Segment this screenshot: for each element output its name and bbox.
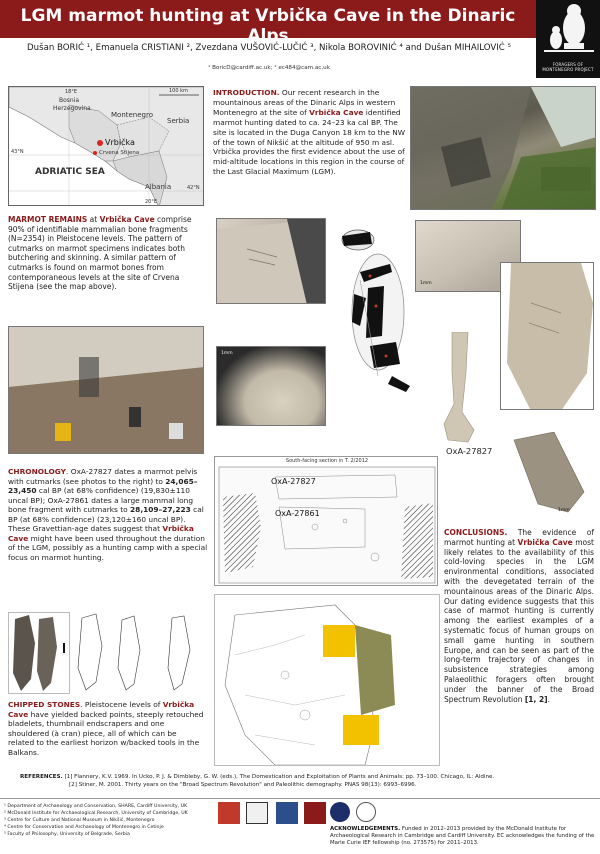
acknowledgements-text: [330, 826, 596, 848]
scale-label-1mm-a: 1mm: [221, 351, 233, 356]
map-label-serbia: Serbia: [167, 117, 190, 125]
vrbicka-marker-icon: [97, 140, 103, 146]
reference-1: [20, 773, 590, 781]
cave-entrance-photo: [410, 86, 596, 210]
marmot-skeleton-diagram: [330, 216, 426, 398]
bone-photo-4-graphic: [501, 263, 594, 410]
acknowledgements-heading: ACKNOWLEDGEMENTS.: [330, 826, 401, 832]
section-label-oxa27861: OxA-27861: [275, 509, 320, 518]
chipped-stones-heading: CHIPPED STONES: [8, 700, 81, 709]
marmot-remains-heading: MARMOT REMAINS: [8, 215, 88, 224]
marmot-pelvis-photo: [438, 332, 482, 444]
conclusions-body-b: most likely relates to the availability of this cold-loving species in the LGM environmental conditions, associated with the devegetated terrain of the mountainous areas of the Dinaric Alps. Our dating evidence suggests that this case of marmot hunting is currently among the earliest examples of a systematic focus of human groups on small game hunting in southern Europe, and can be seen as part of the long-term trajectory of changes in subsistence strategies among Palaeolithic foragers often brought under the banner of the Broad Spectrum Revolution: [444, 537, 594, 704]
map-label-20e: 20°E: [145, 199, 158, 205]
conclusions-citation: [1, 2]: [524, 694, 548, 704]
cave-photo-graphic: [411, 87, 596, 210]
remains-body-a: at: [87, 215, 100, 224]
long-bone-graphic: [508, 432, 588, 516]
mcdonald-logo-icon: [246, 802, 268, 824]
pelvis-date-label: OxA-27827: [446, 446, 493, 456]
excavation-photo: [8, 326, 204, 454]
affiliations-list: [4, 803, 214, 838]
authors-line: Dušan BORIĆ ¹, Emanuela CRISTIANI ², Zvezdana VUŠOVIĆ-LUČIĆ ³, Nikola BOROVINIĆ ⁴ and Dušan MIHAILOVIĆ ⁵: [27, 43, 511, 53]
chipped-stone-drawing: [72, 612, 204, 694]
marmot-logo-icon: [536, 0, 600, 60]
museum-logo-icon: [304, 802, 326, 824]
introduction-site: Vrbička Cave: [309, 107, 364, 117]
map-label-18e: 18°E: [65, 89, 78, 95]
marmot-remains-text: [8, 215, 205, 292]
introduction-body-b: identified marmot hunting dated to ca. 24–23 ka cal BP. The site is located in the Duga Canyon 18 km to the NW of the town of Nikšić at the altitude of 950 m asl. Vrbička provides the first evidence about the use of mid-altitude locations in this region in the course of the Last Glacial Maximum (LGM).: [213, 107, 406, 177]
affiliation-4: ⁴ Centre for Conservation and Archaeology of Montenegro in Cetinje: [4, 825, 164, 830]
scale-label-1mm-c: 1mm: [558, 508, 570, 513]
bone-cutmark-photo-4: [500, 262, 594, 410]
chipped-stone-photo: [8, 612, 70, 694]
chronology-body-b: cal BP (at 68% confidence) (19,830±110 uncal BP); OxA-27861 dates a large mammal long bone fragment with cutmarks to: [8, 486, 194, 514]
map-label-bosnia: Bosnia: [59, 97, 80, 104]
chipped-body-b: have yielded backed points, steeply retouched bladelets, thumbnail endscrapers and one shouldered (à cran) piece, all of which can be related to the earliest horizon w/backed tools in the Balkans.: [8, 709, 204, 757]
long-bone-fragment-photo: [508, 432, 588, 516]
conclusions-site: Vrbička Cave: [517, 537, 573, 547]
bone-cutmark-photo-2: [216, 346, 326, 426]
references-block: [20, 773, 590, 789]
chronology-body-d: might have been used throughout the duration of the LGM, possibly as a hunting camp with a special focus on marmot hunting.: [8, 533, 208, 562]
affiliation-1: ¹ Department of Archaeology and Conservation, SHARE, Cardiff University, UK: [4, 804, 188, 809]
introduction-text: [213, 88, 408, 177]
introduction-heading: INTRODUCTION.: [213, 88, 280, 97]
logo-caption: FORAGERS OF MONTENEGRO PROJECT: [542, 62, 594, 72]
chronology-heading: CHRONOLOGY: [8, 467, 67, 476]
crvena-marker-icon: [93, 151, 97, 155]
map-label-adriatic: ADRIATIC SEA: [35, 167, 105, 177]
chronology-text: [8, 467, 208, 562]
introduction-body-a: Our recent research in the mountainous areas of the Dinaric Alps in western Montenegro at the site of: [213, 88, 396, 117]
map-label-herzegovina: Herzegovina: [53, 105, 91, 112]
chronology-body-a: . OxA-27827 dates a marmot pelvis with cutmarks (see photos to the right) to: [8, 467, 198, 486]
stone-photo-graphic: [9, 613, 70, 694]
footer-divider: [0, 798, 600, 799]
university-logo-icon: [356, 802, 376, 822]
skeleton-graphic: [330, 216, 426, 398]
acknowledgements-body: Funded in 2012–2013 provided by the McDonald Institute for Archaeological Research in Cambridge and Cardiff University. EC acknowledges the funding of the Marie Curie IEF fellowship (no. 273575) for 2011–2013.: [330, 826, 595, 847]
pelvis-graphic: [438, 332, 482, 444]
location-map: [8, 86, 204, 206]
chronology-body-c: cal BP (at 68% confidence) (23,120±160 uncal BP). These Gravettian-age dates suggest that: [8, 505, 204, 533]
reference-2: [2] Stiner, M. 2001. Thirty years on the "Broad Spectrum Revolution" and Paleolithic demography. PNAS 98(13): 6993–6996.: [69, 782, 417, 788]
affiliation-3: ³ Centre for Culture and National Museum in Nikšić, Montenegro: [4, 818, 155, 823]
reference-1-text: [1] Flannery, K.V. 1969. In Ucko, P. J. & Dimbleby, G. W. (eds.), The Domestication and Exploitation of Plants and Animals: pp. 73–100. Chicago, IL: Aldine.: [62, 774, 495, 780]
conclusions-body-a: The evidence of marmot hunting at: [444, 528, 594, 547]
map-label-vrbicka: Vrbička: [105, 138, 135, 147]
affiliation-2: ² McDonald Institute for Archaeological Research, University of Cambridge, UK: [4, 811, 188, 816]
crest-logo-icon: [276, 802, 298, 824]
chronology-site: Vrbička Cave: [8, 524, 194, 543]
bone-cutmark-photo-1: [216, 218, 326, 304]
map-scale: 100 km: [169, 88, 188, 94]
section-drawing: [214, 456, 438, 586]
site-plan-graphic: [215, 595, 440, 766]
poster-header: [0, 0, 600, 78]
stone-drawing-graphic: [72, 612, 204, 694]
affiliation-5: ⁵ Faculty of Philosophy, University of Belgrade, Serbia: [4, 832, 130, 837]
section-label-oxa27827: OxA-27827: [271, 477, 316, 486]
eu-logo-icon: [330, 802, 350, 822]
emails-line: ¹ BoricD@cardiff.ac.uk; ² ec484@cam.ac.uk: [208, 65, 330, 71]
section-title: South-facing section in T. 2/2012: [285, 458, 369, 464]
poster-title: LGM marmot hunting at Vrbička Cave in the Dinaric Alps: [20, 6, 516, 46]
cardiff-logo-icon: [218, 802, 240, 824]
bone-photo-1-graphic: [217, 219, 326, 304]
chipped-body-a: . Pleistocene levels of: [80, 700, 163, 709]
excavation-graphic: [9, 327, 204, 454]
map-label-crvena: Crvena Stijena: [99, 150, 140, 156]
conclusions-heading: CONCLUSIONS.: [444, 528, 508, 537]
remains-site: Vrbička Cave: [99, 215, 155, 224]
map-label-montenegro: Montenegro: [111, 111, 154, 119]
chipped-site: Vrbička Cave: [8, 700, 195, 719]
conclusions-text: [444, 528, 594, 704]
chronology-date-2: 28,109–27,223: [130, 505, 191, 514]
conclusions-body-c: .: [547, 694, 550, 704]
section-graphic: [215, 457, 438, 586]
chipped-stones-text: [8, 700, 205, 758]
remains-body-b: comprise 90% of identifiable mammalian bone fragments (N=2354) in Pleistocene levels. The pattern of cutmarks on marmot specimens indicates both butchering and skinning. A similar pattern of cutmarks is found on marmot bones from contemporaneous levels at the site of Crvena Stijena (see the map above).: [8, 215, 192, 292]
scale-label-1mm-b: 1mm: [420, 281, 432, 286]
map-label-43n: 43°N: [11, 149, 24, 155]
map-label-42n: 42°N: [187, 185, 200, 191]
chronology-date-1: 24,065–23,450: [8, 476, 198, 495]
map-label-albania: Albania: [145, 183, 172, 191]
references-heading: REFERENCES.: [20, 774, 63, 780]
site-plan-diagram: [214, 594, 440, 766]
